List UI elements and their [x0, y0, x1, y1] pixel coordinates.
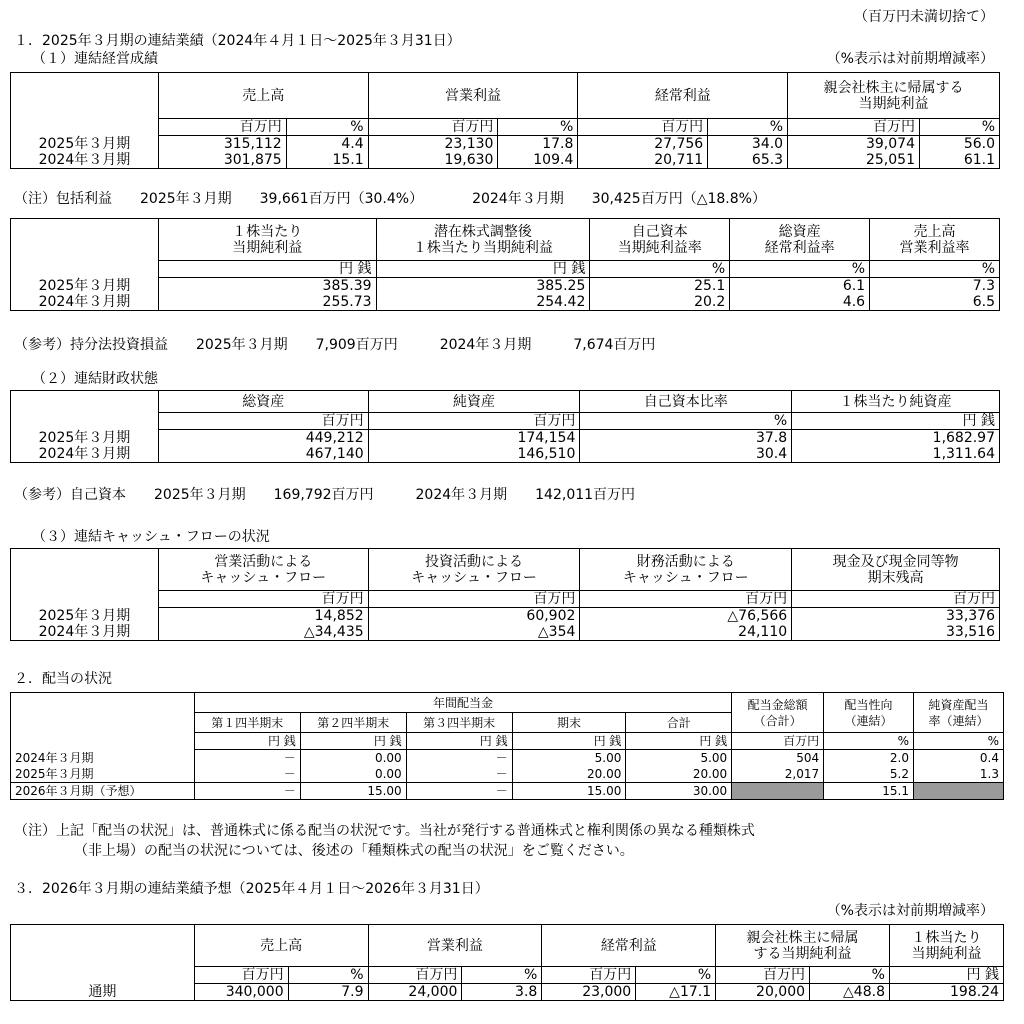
per-share-table: [10, 218, 1000, 311]
comprehensive-income-note: （注）包括利益 2025年３月期 39,661百万円（30.4%） 2024年３月期 30,425百万円（△18.8%）: [14, 191, 766, 207]
row-label: 2025年３月期: [11, 430, 159, 447]
table-row: 2024年３月期 301,875 15.1 19,630 109.4 20,711 65.3 25,051 61.1: [11, 152, 1000, 169]
unit: 百万円: [792, 591, 1000, 608]
header-roa: 総資産 経常利益率: [730, 219, 870, 261]
unit: 円 銭: [406, 733, 512, 750]
header-annual-dividend: 年間配当金: [194, 693, 731, 713]
header-equity-ratio: 自己資本比率: [580, 391, 792, 413]
unit: %: [288, 967, 368, 984]
pct-note: （%表示は対前期増減率）: [826, 51, 994, 67]
header-doe: 純資産配当 率（連結）: [914, 693, 1004, 733]
header-investing-cf: 投資活動による キャッシュ・フロー: [368, 549, 580, 591]
section-3-title: ３．2026年３月期の連結業績予想（2025年４月１日～2026年３月31日）: [14, 881, 489, 897]
unit: %: [730, 261, 870, 278]
unit: 百万円: [368, 591, 580, 608]
section-2-title: ２．配当の状況: [14, 671, 112, 687]
header-empty: [11, 73, 159, 119]
unit: 百万円: [158, 591, 368, 608]
header-cash-balance: 現金及び現金同等物 期末残高: [792, 549, 1000, 591]
row-label: 2024年３月期: [11, 624, 159, 641]
header-operating-margin: 売上高 営業利益率: [870, 219, 1000, 261]
header-eps: １株当たり 当期純利益: [158, 219, 376, 261]
unit: %: [810, 967, 890, 984]
row-label: 2025年３月期: [11, 766, 195, 783]
equity-method-note: （参考）持分法投資損益 2025年３月期 7,909百万円 2024年３月期 7,674百万円: [14, 337, 656, 353]
cash-flow-table: [10, 548, 1000, 641]
header-net-income: 親会社株主に帰属する 当期純利益: [788, 73, 1000, 119]
section-1-1-title: （１）連結経営成績: [32, 51, 158, 67]
header-roe: 自己資本 当期純利益率: [590, 219, 730, 261]
unit: %: [824, 733, 914, 750]
header-operating-income: 営業利益: [368, 925, 542, 967]
row-label: 2025年３月期: [11, 608, 159, 625]
forecast-table: [10, 924, 1004, 1001]
header-bps: １株当たり純資産: [792, 391, 1000, 413]
table-row: 通期 340,000 7.9 24,000 3.8 23,000 △17.1 20,000 △48.8 198.24: [11, 984, 1004, 1001]
table-row: 2025年３月期 14,852 60,902 △76,566 33,376: [11, 608, 1000, 625]
header-ordinary-income: 経常利益: [542, 925, 716, 967]
row-label: 2026年３月期（予想）: [11, 783, 195, 800]
unit: 円 銭: [376, 261, 590, 278]
header-total: 合計: [626, 713, 732, 733]
unit: 円 銭: [889, 967, 1003, 984]
header-total-dividend: 配当金総額 （合計）: [732, 693, 824, 733]
row-label: 2024年３月期: [11, 294, 159, 311]
table-row: 2024年３月期 467,140 146,510 30.4 1,311.64: [11, 446, 1000, 463]
equity-note: （参考）自己資本 2025年３月期 169,792百万円 2024年３月期 142,011百万円: [14, 487, 636, 503]
table-row: 2024年３月期 255.73 254.42 20.2 4.6 6.5: [11, 294, 1000, 311]
header-sales: 売上高: [158, 73, 368, 119]
table-row-forecast: 2026年３月期（予想） － 15.00 － 15.00 30.00 15.1: [11, 783, 1004, 800]
section-1-2-title: （２）連結財政状態: [32, 371, 158, 387]
header-payout-ratio: 配当性向 （連結）: [824, 693, 914, 733]
unit: 円 銭: [194, 733, 300, 750]
unit: 百万円: [542, 967, 636, 984]
unit: %: [636, 967, 716, 984]
header-operating-cf: 営業活動による キャッシュ・フロー: [158, 549, 368, 591]
unit: 百万円: [194, 967, 288, 984]
unit: 円 銭: [300, 733, 406, 750]
financial-position-table: [10, 390, 1000, 463]
unit: 円 銭: [512, 733, 626, 750]
header-net-income: 親会社株主に帰属 する当期純利益: [716, 925, 890, 967]
header-year-end: 期末: [512, 713, 626, 733]
unit-note: （百万円未満切捨て）: [854, 9, 994, 25]
unit: 百万円: [578, 119, 708, 136]
unit: %: [590, 261, 730, 278]
header-q1: 第１四半期末: [194, 713, 300, 733]
grey-cell: [914, 783, 1004, 800]
row-label: 2024年３月期: [11, 750, 195, 767]
table-row: 2025年３月期 449,212 174,154 37.8 1,682.97: [11, 430, 1000, 447]
unit: %: [914, 733, 1004, 750]
row-label: 2024年３月期: [11, 446, 159, 463]
unit: 百万円: [158, 119, 286, 136]
table-row: 2025年３月期 315,112 4.4 23,130 17.8 27,756 34.0 39,074 56.0: [11, 136, 1000, 153]
unit: %: [708, 119, 788, 136]
unit: 百万円: [368, 967, 462, 984]
table-row: 2025年３月期 － 0.00 － 20.00 20.00 2,017 5.2 1.3: [11, 766, 1004, 783]
unit: 百万円: [732, 733, 824, 750]
section-1-title: １．2025年３月期の連結業績（2024年４月１日～2025年３月31日）: [14, 33, 461, 49]
header-financing-cf: 財務活動による キャッシュ・フロー: [580, 549, 792, 591]
header-q3: 第３四半期末: [406, 713, 512, 733]
unit: %: [498, 119, 578, 136]
unit: 百万円: [158, 413, 368, 430]
table-row: 2024年３月期 △34,435 △354 24,110 33,516: [11, 624, 1000, 641]
header-ordinary-income: 経常利益: [578, 73, 788, 119]
header-net-assets: 純資産: [368, 391, 580, 413]
header-eps: １株当たり 当期純利益: [889, 925, 1003, 967]
section-1-3-title: （３）連結キャッシュ・フローの状況: [32, 529, 270, 545]
unit: %: [286, 119, 368, 136]
header-q2: 第２四半期末: [300, 713, 406, 733]
dividend-note-line-1: （注）上記「配当の状況」は、普通株式に係る配当の状況です。当社が発行する普通株式と権利関係の異なる種類株式: [14, 823, 755, 839]
unit: 百万円: [368, 119, 498, 136]
header-total-assets: 総資産: [158, 391, 368, 413]
row-label: 2025年３月期: [11, 278, 159, 295]
grey-cell: [732, 783, 824, 800]
operating-results-table: [10, 72, 1000, 169]
forecast-pct-note: （%表示は対前期増減率）: [826, 903, 994, 919]
header-sales: 売上高: [194, 925, 368, 967]
header-diluted-eps: 潜在株式調整後 １株当たり当期純利益: [376, 219, 590, 261]
dividends-table: [10, 692, 1004, 800]
unit: %: [462, 967, 542, 984]
row-label: 2024年３月期: [11, 152, 159, 169]
row-label: 通期: [11, 984, 195, 1001]
unit: 百万円: [716, 967, 810, 984]
table-row: 2025年３月期 385.39 385.25 25.1 6.1 7.3: [11, 278, 1000, 295]
unit: 円 銭: [626, 733, 732, 750]
unit: 円 銭: [792, 413, 1000, 430]
unit: 百万円: [788, 119, 920, 136]
unit: %: [919, 119, 999, 136]
unit: 百万円: [368, 413, 580, 430]
unit: %: [870, 261, 1000, 278]
header-operating-income: 営業利益: [368, 73, 578, 119]
dividend-note-line-2: （非上場）の配当の状況については、後述の「種類株式の配当の状況」をご覧ください。: [74, 843, 634, 859]
unit: %: [580, 413, 792, 430]
table-row: 2024年３月期 － 0.00 － 5.00 5.00 504 2.0 0.4: [11, 750, 1004, 767]
unit: 百万円: [580, 591, 792, 608]
unit: 円 銭: [158, 261, 376, 278]
row-label: 2025年３月期: [11, 136, 159, 153]
